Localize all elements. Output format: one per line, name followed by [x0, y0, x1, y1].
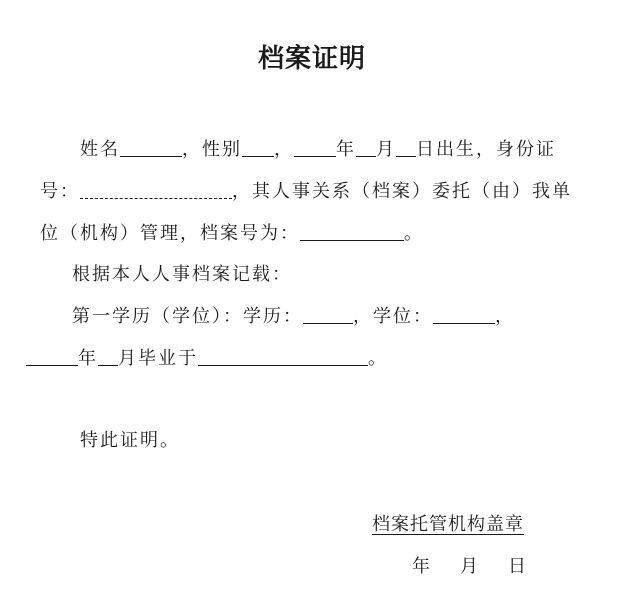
education-label: 第一学历（学位）：学历：	[72, 306, 303, 327]
archive-number-blank[interactable]	[300, 222, 404, 241]
school-blank[interactable]	[198, 347, 368, 366]
birth-id-text: 日出生，身份证	[416, 139, 556, 160]
paragraph-closing: 特此证明。	[80, 430, 180, 451]
paragraph-archive-number	[40, 222, 424, 246]
id-number-blank[interactable]	[80, 180, 232, 199]
graduation-label: 月毕业于	[118, 348, 198, 369]
date-line	[412, 555, 526, 579]
paragraph-personal-info	[80, 138, 556, 162]
comma-text: ，	[274, 139, 294, 160]
gender-label: ，性别	[182, 139, 242, 160]
period-text: 。	[368, 348, 388, 369]
paragraph-record-intro: 根据本人人事档案记载：	[72, 264, 292, 285]
gender-blank[interactable]	[242, 138, 274, 157]
month-label: 月	[376, 139, 396, 160]
education-blank[interactable]	[303, 305, 353, 324]
comma-text: ，	[495, 306, 515, 327]
birth-year-blank[interactable]	[294, 138, 336, 157]
year-label: 年	[78, 348, 98, 369]
date-day-label: 日	[508, 556, 526, 577]
page-title: 档案证明	[257, 44, 366, 74]
date-month-label: 月	[460, 556, 478, 577]
period-text: 。	[404, 223, 424, 244]
birth-day-blank[interactable]	[396, 138, 416, 157]
date-year-label: 年	[412, 556, 430, 577]
name-label: 姓名	[80, 139, 120, 160]
birth-month-blank[interactable]	[356, 138, 376, 157]
graduation-year-blank[interactable]	[26, 347, 78, 366]
degree-blank[interactable]	[433, 305, 495, 324]
archive-number-label: 位（机构）管理，档案号为：	[40, 223, 300, 244]
paragraph-id-line	[40, 180, 572, 204]
id-label: 号：	[40, 181, 80, 202]
paragraph-graduation	[26, 347, 388, 371]
personnel-relation-text: ，其人事关系（档案）委托（由）我单	[232, 181, 572, 202]
paragraph-education	[72, 305, 515, 329]
name-blank[interactable]	[120, 138, 182, 157]
graduation-month-blank[interactable]	[98, 347, 118, 366]
degree-label: ，学位：	[353, 306, 433, 327]
year-label: 年	[336, 139, 356, 160]
agency-seal-label: 档案托管机构盖章	[372, 514, 524, 535]
